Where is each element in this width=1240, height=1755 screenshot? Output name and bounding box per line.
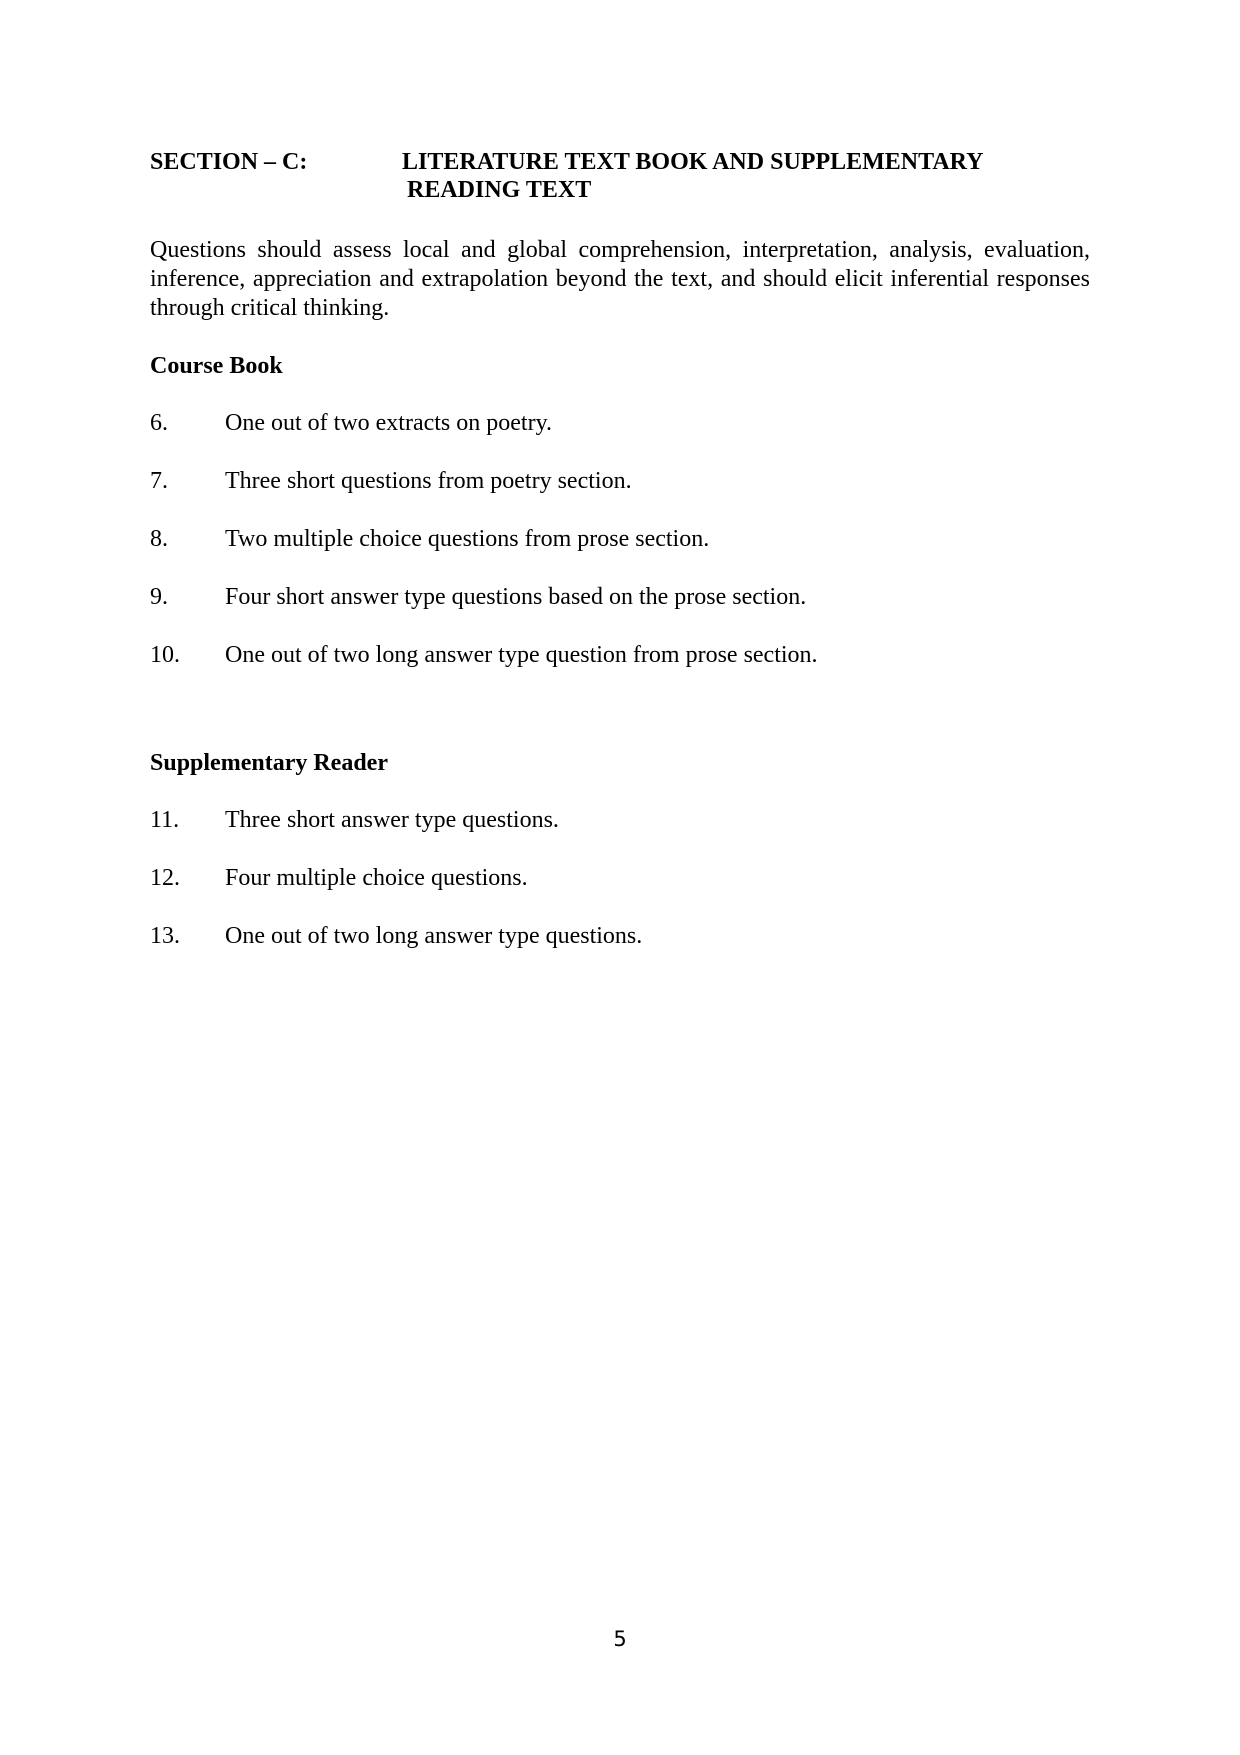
list-item: [150, 409, 1090, 467]
list-item: [150, 525, 1090, 583]
intro-paragraph: Questions should assess local and global comprehension, interpretation, analysis, evaluation, inference, appreciation and extrapolation beyond the text, and should elicit inferential responses through critical thinking.: [150, 237, 1090, 321]
item-text: Three short answer type questions.: [225, 807, 559, 833]
course-book-heading: Course Book: [150, 353, 283, 379]
item-number: 11.: [150, 807, 180, 833]
item-number: 8.: [150, 526, 168, 552]
page-number: 5: [613, 1627, 627, 1651]
list-item: [150, 806, 1090, 864]
course-book-list: [150, 409, 1090, 699]
item-number: 6.: [150, 410, 168, 436]
list-item: [150, 583, 1090, 641]
item-number: 10.: [150, 642, 180, 668]
section-title-line-2: READING TEXT: [407, 177, 592, 203]
item-text: One out of two long answer type question from prose section.: [225, 642, 818, 668]
section-label: SECTION – C:: [150, 149, 308, 175]
document-page: [150, 148, 1090, 980]
list-item: [150, 864, 1090, 922]
supplementary-reader-heading: Supplementary Reader: [150, 750, 388, 776]
supplementary-reader-list: [150, 806, 1090, 980]
item-text: Four short answer type questions based on the prose section.: [225, 584, 807, 610]
section-title: [402, 148, 1090, 204]
item-text: Three short questions from poetry section.: [225, 468, 632, 494]
item-text: One out of two extracts on poetry.: [225, 410, 553, 436]
item-text: Four multiple choice questions.: [225, 865, 528, 891]
section-heading: [150, 148, 1090, 208]
list-item: [150, 922, 1090, 980]
item-text: One out of two long answer type questions.: [225, 923, 643, 949]
list-item: [150, 467, 1090, 525]
list-item: [150, 641, 1090, 699]
section-title-line-1: LITERATURE TEXT BOOK AND SUPPLEMENTARY: [402, 149, 984, 175]
item-number: 9.: [150, 584, 168, 610]
item-text: Two multiple choice questions from prose section.: [225, 526, 710, 552]
item-number: 12.: [150, 865, 180, 891]
item-number: 13.: [150, 923, 180, 949]
item-number: 7.: [150, 468, 168, 494]
